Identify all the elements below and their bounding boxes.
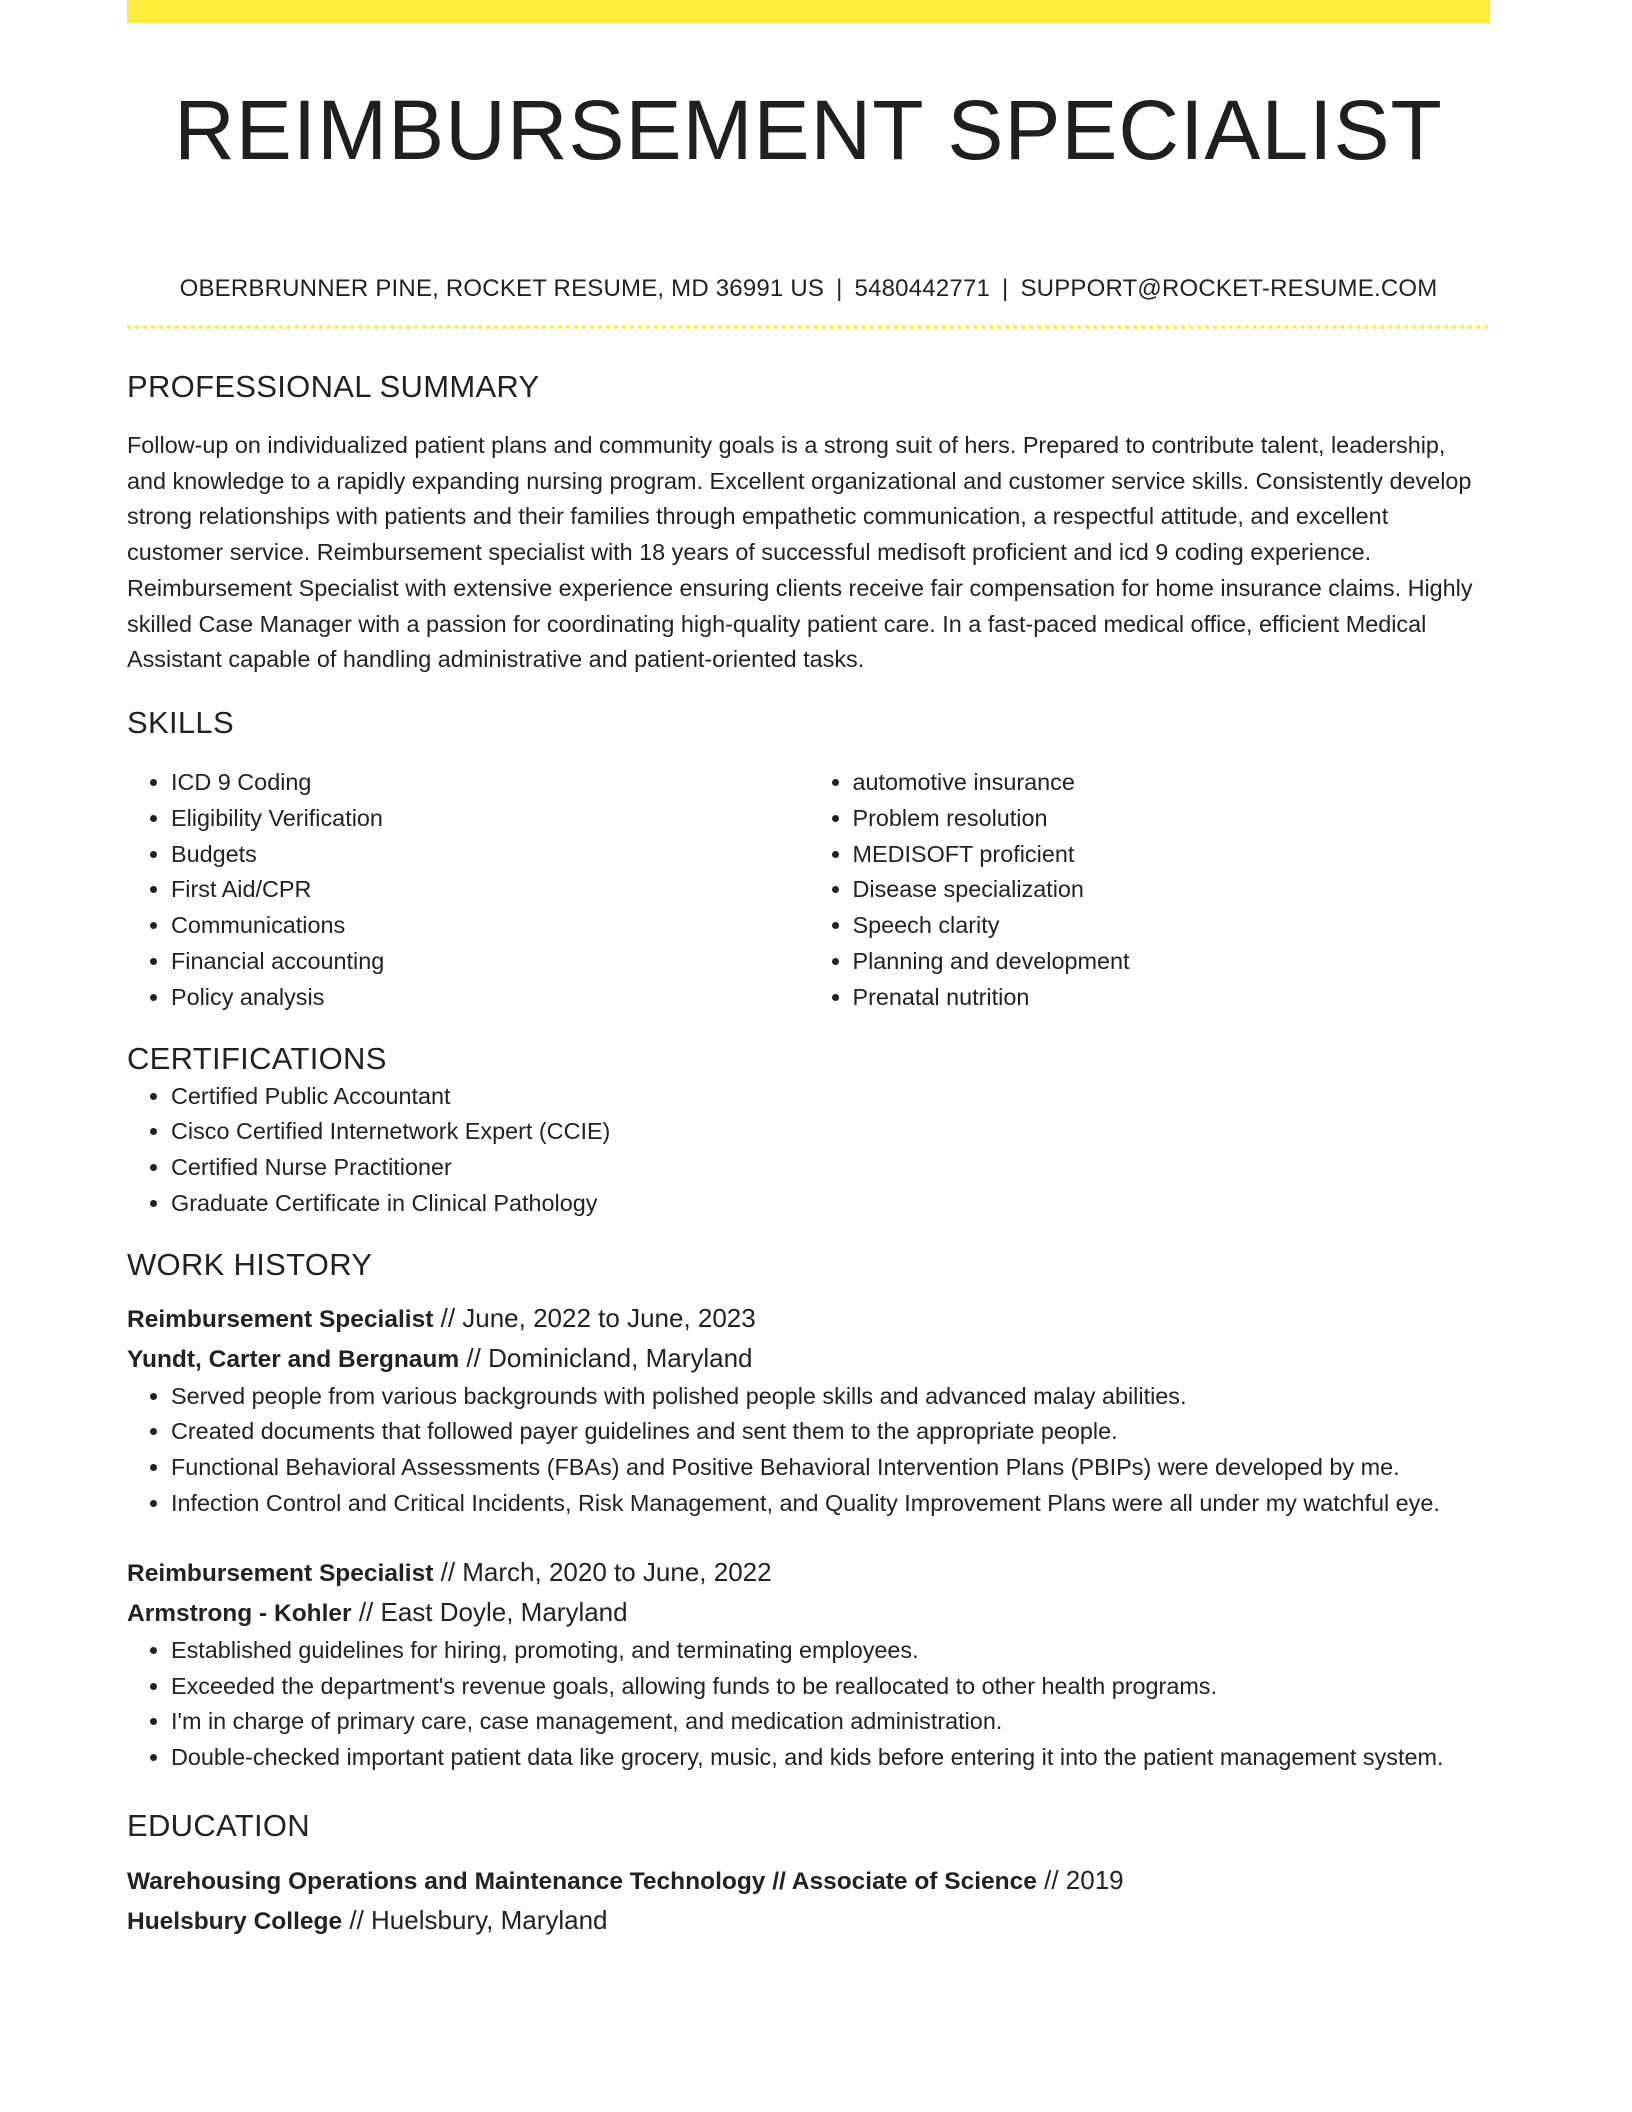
job-role: Reimbursement Specialist: [127, 1559, 434, 1587]
education-year: // 2019: [1044, 1865, 1124, 1896]
certification-item: • Certified Public Accountant: [171, 1079, 1490, 1115]
skill-item: • ICD 9 Coding: [171, 765, 809, 801]
certification-item: • Certified Nurse Practitioner: [171, 1150, 1490, 1186]
education-school-line: [127, 1901, 1490, 1941]
job-duty: • Established guidelines for hiring, promoting, and terminating employees.: [171, 1633, 1490, 1669]
job-company-line: [127, 1339, 1490, 1379]
job-duty: • Infection Control and Critical Incidents, Risk Management, and Quality Improvement Plans were all under my watchful eye.: [171, 1486, 1490, 1522]
contact-line: [127, 274, 1490, 304]
education-degree: Warehousing Operations and Maintenance Technology // Associate of Science: [127, 1868, 1037, 1896]
job-duty: • Served people from various backgrounds with polished people skills and advanced malay abilities.: [171, 1379, 1490, 1415]
contact-email: SUPPORT@ROCKET-RESUME.COM: [1020, 275, 1438, 302]
work-history-heading: WORK HISTORY: [127, 1246, 373, 1282]
job-dates: // March, 2020 to June, 2022: [440, 1556, 772, 1587]
job-dates: // June, 2022 to June, 2023: [440, 1302, 756, 1333]
job-location: // Dominicland, Maryland: [466, 1342, 753, 1373]
skills-heading: SKILLS: [127, 704, 234, 740]
certification-item: • Cisco Certified Internetwork Expert (CCIE): [171, 1114, 1490, 1150]
job-company-line: [127, 1593, 1490, 1633]
job-duty: • I'm in charge of primary care, case management, and medication administration.: [171, 1704, 1490, 1740]
skill-item: • First Aid/CPR: [171, 872, 809, 908]
skills-left-list: [127, 765, 809, 1016]
skill-item: • MEDISOFT proficient: [853, 837, 1491, 873]
skills-columns: [127, 765, 1490, 1016]
job-entry: [127, 1553, 1490, 1776]
contact-separator: |: [1002, 275, 1009, 302]
job-duty: • Double-checked important patient data like grocery, music, and kids before entering it into the patient management system.: [171, 1740, 1490, 1776]
job-company: Armstrong - Kohler: [127, 1599, 352, 1627]
summary-text: Follow-up on individualized patient plans and community goals is a strong suit of hers. Prepared to contribute talent, leadership, and knowledge to a rapidly expanding nursing program. Excellent organizational and customer service skills. Consistently develop strong relationships with patients and their families through empathetic communication, a respectful attitude, and excellent customer service. Reimbursement specialist with 18 years of successful medisoft proficient and icd 9 coding experience. Reimbursement Specialist with extensive experience ensuring clients receive fair compensation for home insurance claims. Highly skilled Case Manager with a passion for coordinating high-quality patient care. In a fast-paced medical office, efficient Medical Assistant capable of handling administrative and patient-oriented tasks.: [127, 432, 1473, 673]
skill-item: • Planning and development: [853, 944, 1491, 980]
job-company: Yundt, Carter and Bergnaum: [127, 1345, 460, 1373]
job-duties-list: [127, 1633, 1490, 1776]
skill-item: • Communications: [171, 908, 809, 944]
skill-item: • Financial accounting: [171, 944, 809, 980]
contact-separator: |: [836, 275, 843, 302]
certification-item: • Graduate Certificate in Clinical Pathology: [171, 1186, 1490, 1222]
education-entry: [127, 1861, 1490, 1941]
skill-item: • Policy analysis: [171, 980, 809, 1016]
contact-address: OBERBRUNNER PINE, ROCKET RESUME, MD 36991 US: [179, 275, 825, 302]
skill-item: • automotive insurance: [853, 765, 1491, 801]
education-heading: EDUCATION: [127, 1808, 310, 1844]
skill-item: • Prenatal nutrition: [853, 980, 1491, 1016]
skill-item: • Disease specialization: [853, 872, 1491, 908]
job-duty: • Functional Behavioral Assessments (FBAs) and Positive Behavioral Intervention Plans (PBIPs) were developed by me.: [171, 1450, 1490, 1486]
education-location: // Huelsbury, Maryland: [349, 1905, 608, 1936]
job-title-line: [127, 1299, 1490, 1339]
skills-right-list: [809, 765, 1491, 1016]
certifications-heading: CERTIFICATIONS: [127, 1040, 387, 1076]
job-role: Reimbursement Specialist: [127, 1305, 434, 1333]
job-entry: [127, 1299, 1490, 1522]
summary-heading: PROFESSIONAL SUMMARY: [127, 369, 540, 404]
candidate-name: REIMBURSEMENT SPECIALIST: [174, 83, 1443, 177]
job-duty: • Exceeded the department's revenue goals, allowing funds to be reallocated to other health programs.: [171, 1669, 1490, 1705]
certifications-list: [127, 1079, 1490, 1222]
skill-item: • Eligibility Verification: [171, 801, 809, 837]
job-title-line: [127, 1553, 1490, 1593]
skill-item: • Speech clarity: [853, 908, 1491, 944]
education-school: Huelsbury College: [127, 1908, 343, 1936]
resume-content: [127, 0, 1490, 1941]
job-location: // East Doyle, Maryland: [358, 1596, 628, 1627]
education-degree-line: [127, 1861, 1490, 1901]
skill-item: • Problem resolution: [853, 801, 1491, 837]
dotted-divider: [127, 325, 1490, 329]
skill-item: • Budgets: [171, 837, 809, 873]
job-duties-list: [127, 1379, 1490, 1522]
job-duty: • Created documents that followed payer guidelines and sent them to the appropriate people.: [171, 1414, 1490, 1450]
contact-phone: 5480442771: [854, 275, 991, 302]
